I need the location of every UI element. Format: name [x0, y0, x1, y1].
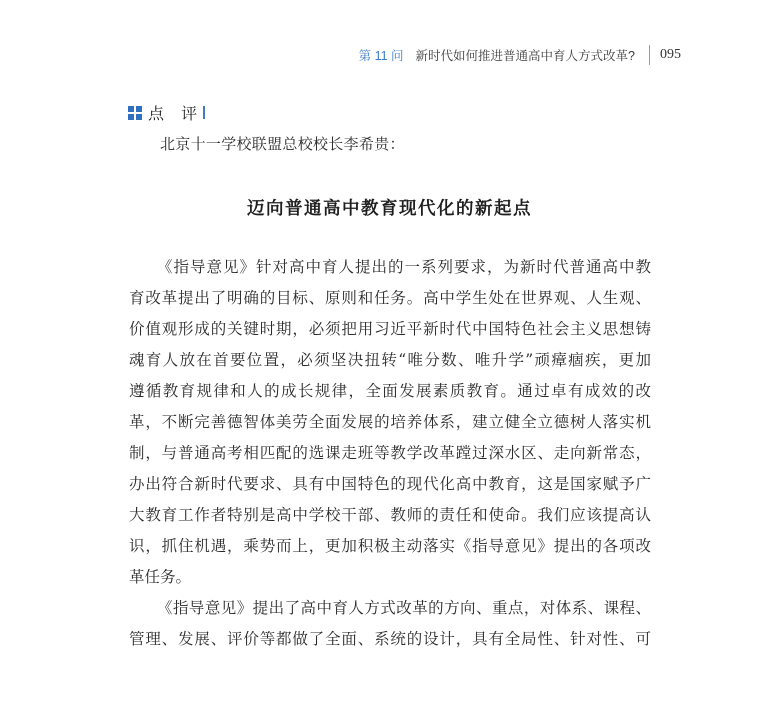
body-line: 育改革提出了明确的目标、原则和任务。高中学生处在世界观、人生观、 — [129, 289, 651, 307]
body-line: 革，不断完善德智体美劳全面发展的培养体系，建立健全立德树人落实机 — [129, 413, 651, 431]
running-header — [359, 45, 681, 65]
chapter-number: 第 11 问 — [358, 49, 404, 63]
commenter-attribution: 北京十一学校联盟总校校长李希贵： — [160, 135, 405, 153]
body-line: 价值观形成的关键时期，必须把用习近平新时代中国特色社会主义思想铸 — [129, 320, 651, 338]
body-line: 魂育人放在首要位置，必须坚决扭转“唯分数、唯升学”顽瘴痼疾，更加 — [129, 351, 651, 369]
body-line: 《指导意见》针对高中育人提出的一系列要求，为新时代普通高中教 — [157, 258, 651, 276]
body-line: 办出符合新时代要求、具有中国特色的现代化高中教育，这是国家赋予广 — [129, 475, 651, 493]
header-divider — [649, 45, 650, 65]
body-line: 识，抓住机遇，乘势而上，更加积极主动落实《指导意见》提出的各项改 — [129, 537, 651, 555]
page-number: 095 — [660, 47, 681, 62]
section-bar-accent — [203, 106, 205, 119]
essay-body — [129, 252, 651, 655]
chapter-title: 新时代如何推进普通高中育人方式改革? — [415, 49, 635, 63]
body-line: 制，与普通高考相匹配的选课走班等教学改革蹚过深水区、走向新常态， — [129, 444, 651, 462]
four-squares-icon — [128, 106, 142, 120]
essay-title: 迈向普通高中教育现代化的新起点 — [247, 199, 532, 219]
section-heading — [128, 101, 205, 124]
body-line: 革任务。 — [129, 568, 192, 586]
body-line: 管理、发展、评价等都做了全面、系统的设计，具有全局性、针对性、可 — [129, 630, 651, 648]
body-line: 遵循教育规律和人的成长规律，全面发展素质教育。通过卓有成效的改 — [129, 382, 651, 400]
body-line: 《指导意见》提出了高中育人方式改革的方向、重点，对体系、课程、 — [157, 599, 651, 617]
section-label: 点 评 — [148, 104, 204, 123]
body-line: 大教育工作者特别是高中学校干部、教师的责任和使命。我们应该提高认 — [129, 506, 651, 524]
